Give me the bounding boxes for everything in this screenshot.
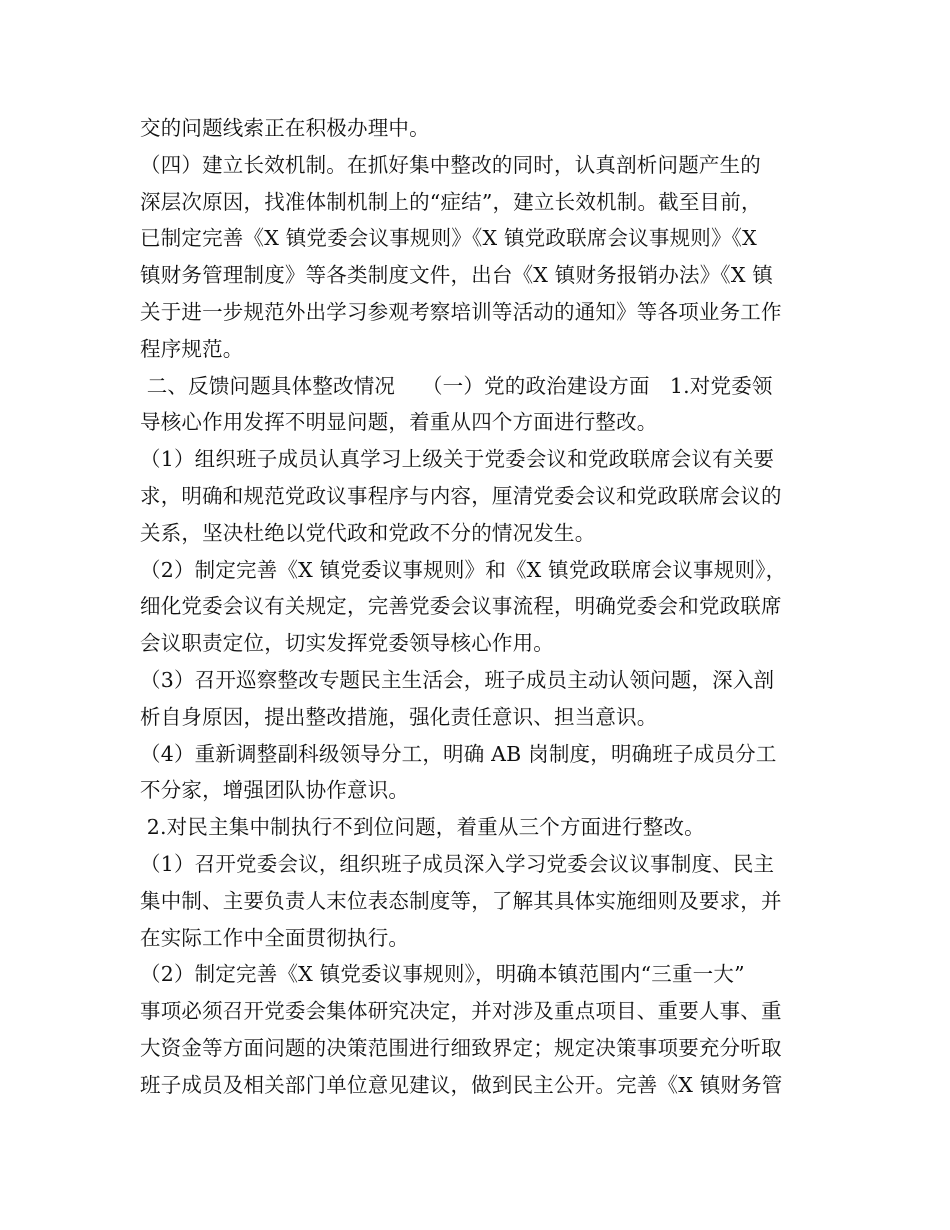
text-line: 求，明确和规范党政议事程序与内容，厘清党委会议和党政联席会议的 — [140, 483, 782, 508]
text-line: 关系，坚决杜绝以党代政和党政不分的情况发生。 — [140, 520, 596, 545]
text-line: （3）召开巡察整改专题民主生活会，班子成员主动认领问题，深入剖 — [140, 667, 775, 692]
text-line: 不分家，增强团队协作意识。 — [140, 778, 410, 803]
text-line: 交的问题线索正在积极办理中。 — [140, 116, 430, 140]
text-line: （2）制定完善《X 镇党委议事规则》和《X 镇党政联席会议事规则》， — [140, 557, 787, 582]
text-line: 集中制、主要负责人末位表态制度等，了解其具体实施细则及要求，并 — [140, 888, 782, 913]
text-line: 细化党委会议有关规定，完善党委会议事流程，明确党委会和党政联席 — [140, 594, 782, 619]
text-line: 事项必须召开党委会集体研究决定，并对涉及重点项目、重要人事、重 — [140, 999, 782, 1024]
text-line: （1）组织班子成员认真学习上级关于党委会议和党政联席会议有关要 — [140, 447, 775, 472]
text-line: 二、反馈问题具体整改情况 （一）党的政治建设方面 1.对党委领 — [140, 373, 773, 398]
text-line: （4）重新调整副科级领导分工，明确 AB 岗制度，明确班子成员分工 — [140, 741, 777, 766]
text-line: 导核心作用发挥不明显问题，着重从四个方面进行整改。 — [140, 410, 658, 435]
text-line: 深层次原因，找准体制机制上的“症结”，建立长效机制。截至目前， — [140, 189, 762, 214]
text-line: 会议职责定位，切实发挥党委领导核心作用。 — [140, 631, 554, 656]
document-body — [140, 110, 820, 1104]
text-line: 2.对民主集中制执行不到位问题，着重从三个方面进行整改。 — [140, 815, 705, 840]
text-line: 在实际工作中全面贯彻执行。 — [140, 925, 410, 950]
text-line: （1）召开党委会议，组织班子成员深入学习党委会议议事制度、民主 — [140, 851, 775, 876]
text-line: 析自身原因，提出整改措施，强化责任意识、担当意识。 — [140, 704, 658, 729]
text-line: 程序规范。 — [140, 336, 244, 361]
text-line: 关于进一步规范外出学习参观考察培训等活动的通知》等各项业务工作 — [140, 299, 782, 324]
text-line: （四）建立长效机制。在抓好集中整改的同时，认真剖析问题产生的 — [140, 152, 761, 177]
text-line: 镇财务管理制度》等各类制度文件，出台《X 镇财务报销办法》《X 镇 — [140, 263, 774, 288]
text-line: 大资金等方面问题的决策范围进行细致界定；规定决策事项要充分听取 — [140, 1035, 782, 1060]
text-line: 班子成员及相关部门单位意见建议，做到民主公开。完善《X 镇财务管 — [140, 1072, 783, 1097]
text-line: （2）制定完善《X 镇党委议事规则》，明确本镇范围内“三重一大” — [140, 962, 745, 987]
text-line: 已制定完善《X 镇党委会议事规则》《X 镇党政联席会议事规则》《X — [140, 226, 757, 251]
